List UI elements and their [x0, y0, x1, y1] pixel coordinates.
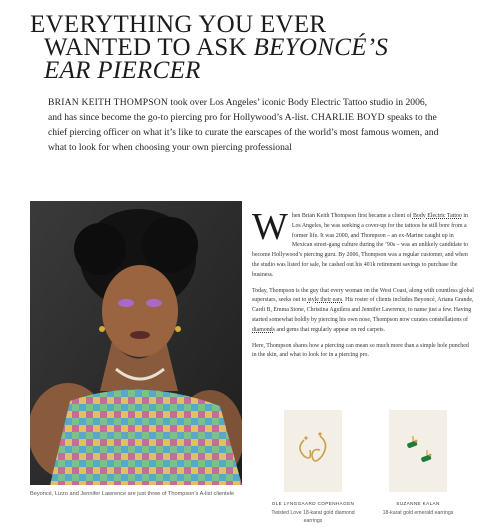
headline-line-2	[30, 36, 490, 59]
article-headline	[30, 13, 490, 82]
portrait-illustration	[30, 201, 242, 485]
photo-caption: Beyoncé, Lizzo and Jennifer Lawrence are just three of Thompson’s A-list clientele	[30, 491, 235, 497]
headline-line-1: EVERYTHING YOU EVER	[30, 11, 327, 38]
body-text-run: Today, Thompson is the guy that every woman on the West Coast, along with countless global superstars, seeks out to	[252, 287, 474, 304]
article-body	[252, 206, 474, 367]
product-brand: SUZANNE KALAN	[396, 501, 440, 506]
headline-line-3-italic: EAR PIERCER	[44, 57, 201, 84]
body-electric-link[interactable]: Body Electric Tattoo	[412, 213, 462, 219]
emerald-earrings-image	[389, 410, 447, 492]
gold-twist-earrings-image	[284, 410, 342, 492]
standfirst-text-1: took over Los Angeles’ iconic Body Electric Tattoo studio in 2006, and has since become the go-to piercing pro for Hollywood’s A-list.	[48, 97, 428, 123]
lizzo-photo	[30, 201, 242, 485]
product-description: 18-karat gold emerald earrings	[382, 510, 454, 516]
headline-line-2-roman: WANTED TO ASK	[44, 34, 254, 61]
style-their-ears-link[interactable]: style their ears	[307, 297, 343, 304]
body-text-run: hen Brian Keith Thompson first became a client of	[291, 213, 413, 219]
product-card-suzanne-kalan[interactable]	[375, 410, 461, 517]
drop-cap: W	[252, 206, 288, 248]
product-image[interactable]	[284, 410, 342, 492]
body-paragraph-3: Here, Thompson shares how a piercing can mean so much more than a simple hole punched in the skin, and what to look for in a piercing pro.	[252, 342, 469, 359]
headline-line-3	[30, 59, 490, 82]
standfirst-name-2: CHARLIE BOYD	[311, 112, 385, 123]
product-brand: OLE LYNGGAARD COPENHAGEN	[271, 501, 355, 506]
product-description: Twisted Love 18-karat gold diamond earrings	[271, 510, 355, 524]
diamonds-link[interactable]: diamonds	[252, 326, 275, 333]
headline-line-2-italic: BEYONCÉ’S	[253, 34, 389, 61]
body-text-run: . His roster of clients includes Beyoncé, Ariana Grande, Cardi B, Emma Stone, Christina Aguilera and Jennifer Lawrence, to name just a few. Having started somewhat boldly by piercing his own nose, Thompson now curates constellations of	[252, 297, 474, 323]
body-text-run: in Los Angeles, he was seeking a cover-up for the tattoos he still bore from a former life. It was 2000, and Thompson – an ex-Marine caught up in Mexican street-gang culture during the ’90s – was an unlikely candidate to become Hollywood’s piercing guru. By 2006, Thompson was a regular customer, and when the studio was listed for sale, he cashed out his 401k retirement savings to purchase the business.	[252, 213, 469, 278]
body-paragraph-1	[252, 206, 474, 281]
product-card-ole-lynggaard[interactable]	[270, 410, 356, 525]
standfirst-text-2: speaks to the chief piercing officer on what it’s like to curate the earscapes of the world’s most famous women, and what to look for when choosing your own piercing professional	[48, 112, 439, 153]
product-image[interactable]	[389, 410, 447, 492]
body-paragraph-2	[252, 287, 474, 336]
body-text-run: and gems that regularly appear on red carpets.	[274, 326, 385, 333]
standfirst	[48, 95, 440, 155]
standfirst-name-1: BRIAN KEITH THOMPSON	[48, 97, 169, 108]
